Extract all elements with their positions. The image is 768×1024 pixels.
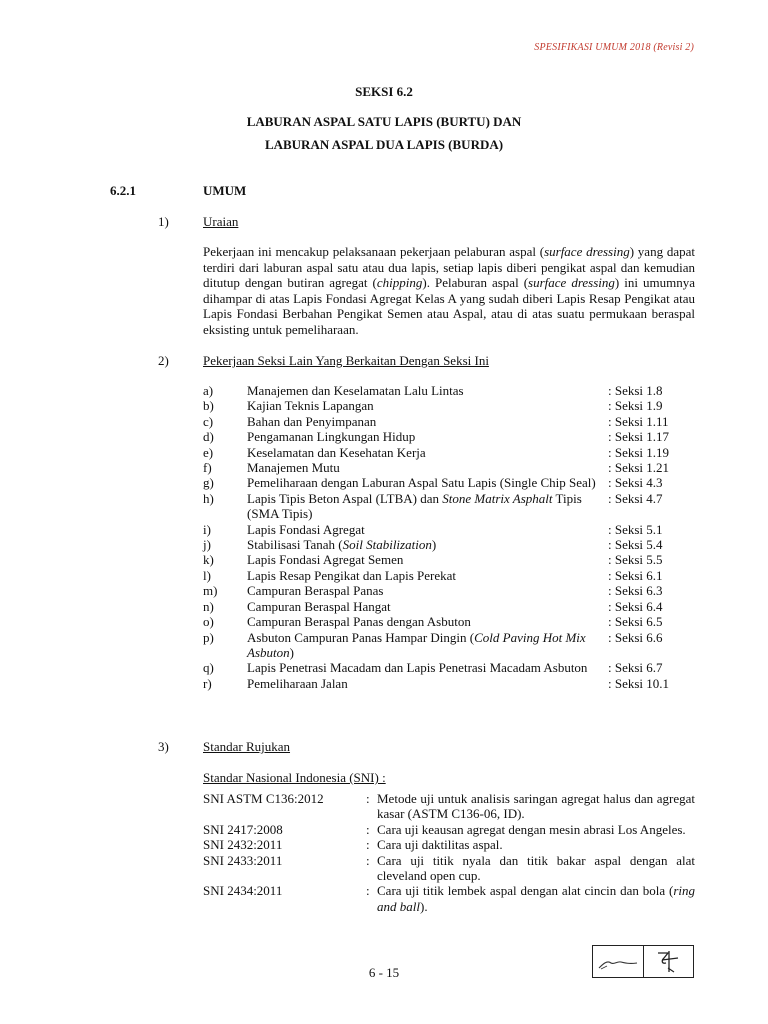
row-letter: i) [203,521,211,537]
sni-colon: : [366,852,370,868]
row-description-run-text: Pemeliharaan dengan Laburan Aspal Satu Lapis (Single Chip Seal) [247,475,596,491]
related-section-row [203,383,695,398]
related-section-row [203,568,695,583]
related-section-row [203,552,695,567]
row-description-run-text: Lapis Fondasi Agregat [247,521,365,537]
row-description-run-text: ) [289,644,294,660]
paragraph-run-text: ) ini umumnya dihampar di atas Lapis Fondasi Agregat Kelas A yang sudah diberi Lapis Resap Pengikat atau Lapis Fondasi Berbahan Pengikat Semen atau Aspal, atau di atas suatu permukaan beraspal eksisting untuk pemeliharaan. [203,275,696,337]
sni-colon: : [366,791,370,806]
row-letter: j) [203,537,211,553]
sni-description-run-text: Cara uji titik lembek aspal dengan alat cincin dan bola ( [377,883,674,899]
row-letter: d) [203,429,214,445]
row-section-reference: : Seksi 1.9 [608,398,663,414]
related-section-row [203,398,695,413]
row-description [247,522,608,537]
row-letter: g) [203,475,214,491]
signature-icon [593,946,642,977]
sni-description-run-text: Cara uji daktilitas aspal. [377,837,503,853]
item-2-title: Pekerjaan Seksi Lain Yang Berkaitan Dengan Seksi Ini [203,353,489,368]
sni-row [203,883,695,914]
row-description-run-text: Lapis Fondasi Agregat Semen [247,552,404,568]
row-letter: a) [203,383,214,398]
sni-heading: Standar Nasional Indonesia (SNI) : [203,770,386,785]
row-description [247,583,608,598]
related-section-row [203,522,695,537]
row-section-reference: : Seksi 10.1 [608,675,670,691]
sni-code: SNI 2434:2011 [203,883,283,899]
row-description [247,537,608,552]
sni-description [377,883,695,914]
sni-description-run-text: Cara uji titik nyala dan titik bakar aspal dengan alat cleveland open cup. [377,852,695,884]
related-section-row [203,599,695,614]
related-sections-list [203,383,695,691]
row-description-run-text: Campuran Beraspal Panas [247,583,384,599]
related-section-row [203,676,695,691]
row-description [247,614,608,629]
running-header: SPESIFIKASI UMUM 2018 (Revisi 2) [534,42,694,53]
row-description-run-text: Pemeliharaan Jalan [247,675,348,691]
row-description [247,660,608,675]
related-section-row [203,491,695,522]
row-letter: p) [203,629,214,645]
row-section-reference: : Seksi 1.11 [608,413,669,429]
signature-left-cell [593,946,643,977]
row-section-reference: : Seksi 1.21 [608,460,670,476]
row-section-reference: : Seksi 1.19 [608,444,670,460]
row-section-reference: : Seksi 5.4 [608,537,663,553]
row-section-reference: : Seksi 4.7 [608,490,663,506]
related-section-row [203,537,695,552]
row-description-run-text: Asbuton Campuran Panas Hampar Dingin ( [247,629,475,645]
related-section-row [203,630,695,661]
row-description-run-text: Tipis (SMA Tipis) [247,490,582,522]
related-section-row [203,475,695,490]
related-section-row [203,583,695,598]
page-number: 6 - 15 [368,965,400,980]
paragraph-run-text: Pekerjaan ini mencakup pelaksanaan pekerjaan pelaburan aspal ( [203,244,545,259]
row-section-reference: : Seksi 1.17 [608,429,670,445]
row-description [247,445,608,460]
initials-right-cell [643,946,694,977]
sni-description-run-text: Metode uji untuk analisis saringan agregat halus dan agregat kasar (ASTM C136-06, ID). [377,791,695,822]
row-description-run-text: Manajemen Mutu [247,460,340,476]
row-section-reference: : Seksi 5.1 [608,521,663,537]
row-description [247,599,608,614]
sni-row [203,791,695,822]
item-1-number: 1) [158,214,169,229]
row-letter: e) [203,444,214,460]
row-description-run-text: Lapis Tipis Beton Aspal (LTBA) dan [247,490,443,506]
row-section-reference: : Seksi 5.5 [608,552,663,568]
item-1-paragraph [203,244,695,337]
item-2-number: 2) [158,353,169,368]
row-section-reference: : Seksi 6.7 [608,660,663,676]
row-letter: r) [203,675,212,691]
related-section-row [203,445,695,460]
row-description-run-text: Keselamatan dan Kesehatan Kerja [247,444,426,460]
initials-icon [644,946,693,977]
row-section-reference: : Seksi 4.3 [608,475,663,491]
row-letter: l) [203,567,211,583]
sni-description-run-italic: ring and ball [377,883,695,914]
sni-row [203,822,695,837]
row-letter: m) [203,583,218,599]
sni-row [203,853,695,884]
row-letter: n) [203,598,214,614]
paragraph-run-text: ) yang dapat terdiri dari laburan aspal satu atau dua lapis, setiap lapis diberi pengikat aspal dan kemudian ditutup dengan butiran agregat ( [203,244,695,290]
sni-colon: : [366,837,370,853]
row-description [247,383,608,398]
sni-reference-list [203,791,695,914]
sni-code: SNI 2433:2011 [203,852,283,868]
paragraph-run-italic: chipping [376,275,423,290]
row-description-run-text: ) [431,537,437,553]
sni-code: SNI ASTM C136:2012 [203,791,324,806]
row-description [247,568,608,583]
signature-box [592,945,694,978]
sni-description [377,791,695,822]
row-letter: q) [203,660,214,676]
row-description [247,676,608,691]
row-section-reference: : Seksi 6.6 [608,629,663,645]
row-description [247,414,608,429]
section-title-line-2: LABURAN ASPAL DUA LAPIS (BURDA) [264,137,504,152]
item-1-title: Uraian [203,214,239,229]
item-3-number: 3) [158,739,169,754]
paragraph-run-italic: surface dressing [528,275,615,290]
sni-description [377,822,695,837]
row-description [247,429,608,444]
row-description-run-text: Lapis Penetrasi Macadam dan Lapis Penetrasi Macadam Asbuton [247,660,588,676]
sni-description [377,853,695,884]
row-description-run-italic: Stone Matrix Asphalt [442,490,553,506]
row-description [247,491,608,522]
row-description-run-italic: Soil Stabilization [342,537,432,553]
sni-code: SNI 2432:2011 [203,837,283,853]
sni-colon: : [366,821,370,837]
row-description-run-text: Pengamanan Lingkungan Hidup [247,429,416,445]
related-section-row [203,660,695,675]
row-description [247,460,608,475]
subsection-number: 6.2.1 [110,183,136,198]
row-letter: k) [203,552,214,568]
row-description-run-text: Kajian Teknis Lapangan [247,398,374,414]
row-section-reference: : Seksi 6.3 [608,583,663,599]
section-label: SEKSI 6.2 [355,84,413,99]
row-description-run-text: Manajemen dan Keselamatan Lalu Lintas [247,383,464,398]
related-section-row [203,614,695,629]
related-section-row [203,460,695,475]
row-letter: b) [203,398,214,414]
related-section-row [203,429,695,444]
paragraph-run-italic: surface dressing [544,244,630,259]
row-description [247,630,608,661]
sni-description-run-text: ). [419,898,428,914]
row-letter: o) [203,614,214,630]
row-description-run-text: Bahan dan Penyimpanan [247,413,377,429]
paragraph-run-text: ). Pelaburan aspal ( [422,275,529,290]
row-description [247,552,608,567]
sni-description [377,837,695,852]
row-section-reference: : Seksi 1.8 [608,383,663,398]
sni-colon: : [366,883,370,899]
row-description [247,475,608,490]
row-description-run-italic: Cold Paving Hot Mix Asbuton [247,629,586,660]
row-letter: h) [203,490,214,506]
row-section-reference: : Seksi 6.4 [608,598,663,614]
row-section-reference: : Seksi 6.1 [608,567,663,583]
row-section-reference: : Seksi 6.5 [608,614,663,630]
row-description-run-text: Lapis Resap Pengikat dan Lapis Perekat [247,567,457,583]
subsection-title: UMUM [203,183,247,198]
item-3-title: Standar Rujukan [203,739,291,754]
row-description-run-text: Stabilisasi Tanah ( [247,537,343,553]
section-title-line-1: LABURAN ASPAL SATU LAPIS (BURTU) DAN [246,114,522,129]
sni-description-run-text: Cara uji keausan agregat dengan mesin abrasi Los Angeles. [377,821,686,837]
row-description-run-text: Campuran Beraspal Panas dengan Asbuton [247,614,471,630]
sni-row [203,837,695,852]
row-description [247,398,608,413]
row-description-run-text: Campuran Beraspal Hangat [247,598,391,614]
row-letter: f) [203,460,212,476]
row-letter: c) [203,413,214,429]
sni-code: SNI 2417:2008 [203,821,283,837]
related-section-row [203,414,695,429]
